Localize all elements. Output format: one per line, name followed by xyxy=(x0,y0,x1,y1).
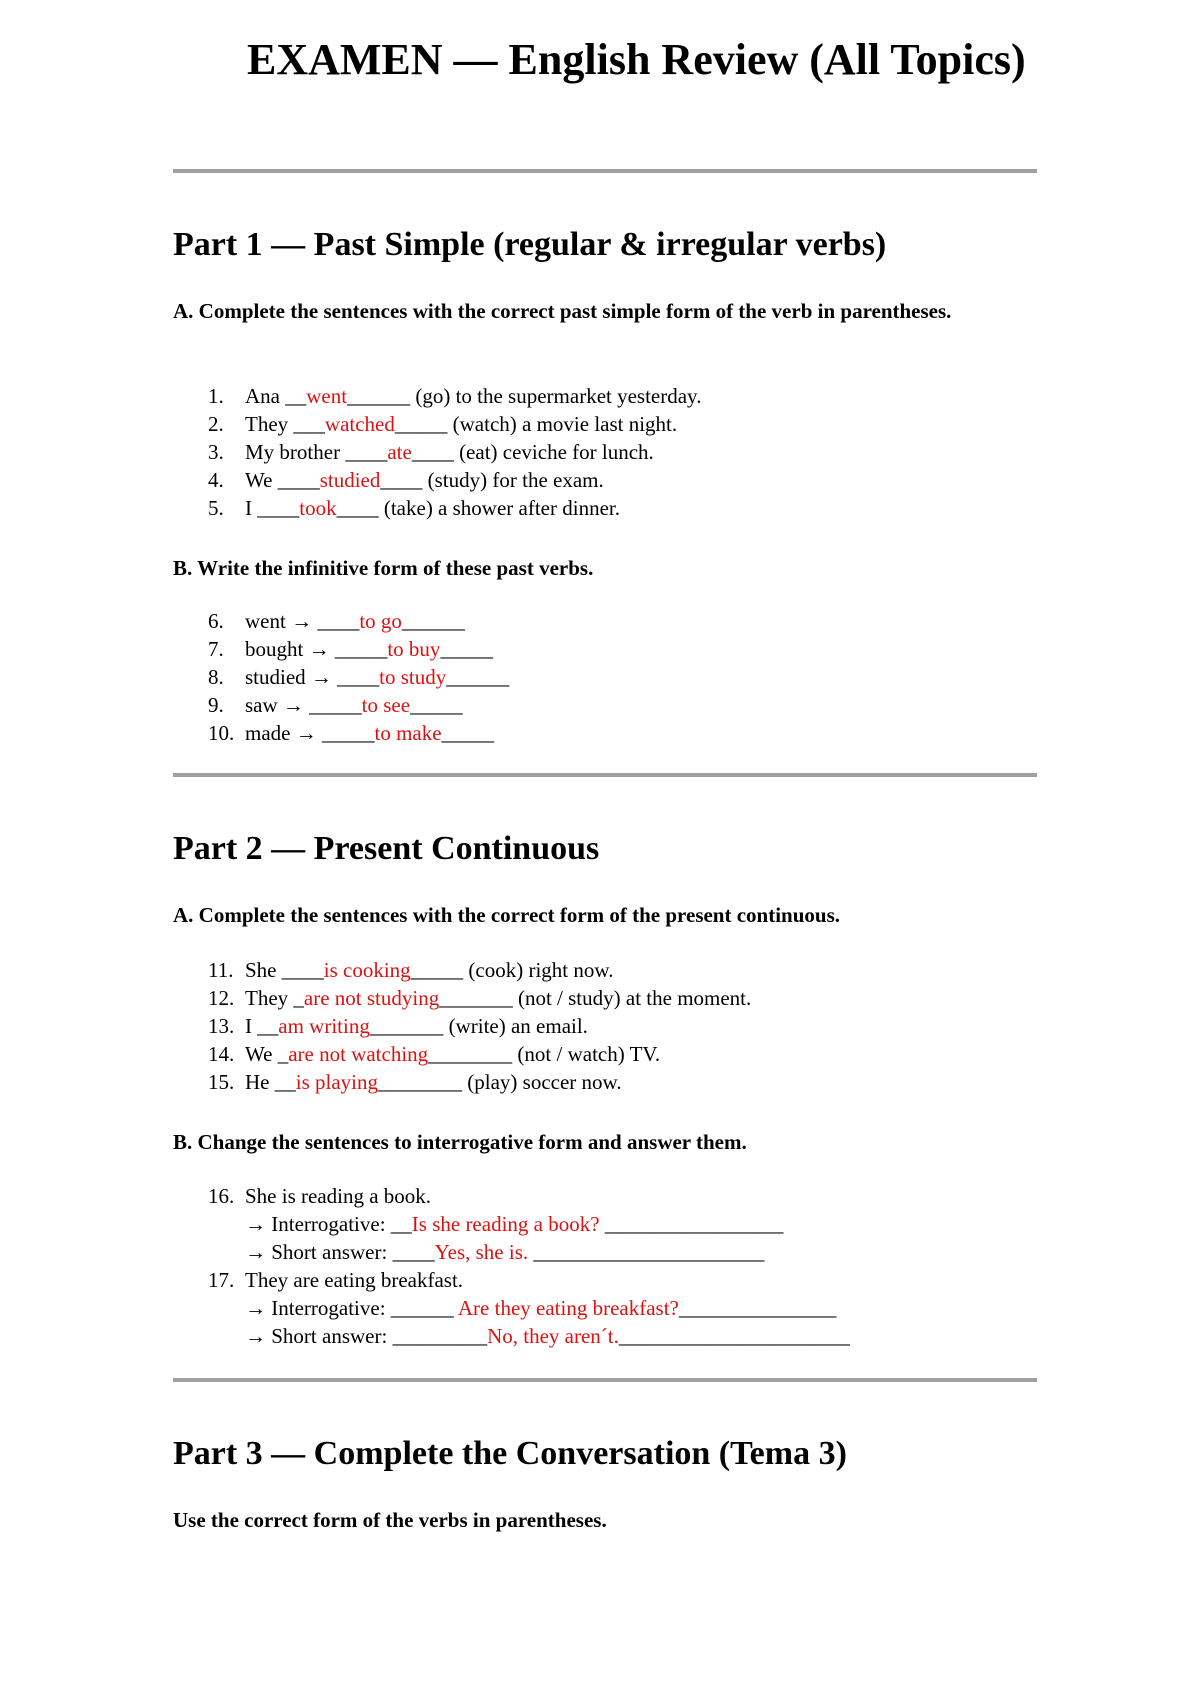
answer: watched xyxy=(324,412,395,436)
answer: am writing xyxy=(278,1014,370,1038)
answer: to go xyxy=(359,609,402,633)
list-item: 16. She is reading a book. → Interrogative: __Is she reading a book? _________________ → Short answer: ____Yes, she is. ______________________ xyxy=(173,1182,850,1266)
part2-b-list xyxy=(173,1182,850,1350)
answer: is playing xyxy=(295,1070,378,1094)
part2-a-instruction: A. Complete the sentences with the correct form of the present continuous. xyxy=(173,903,841,927)
answer: Is she reading a book? xyxy=(411,1212,600,1236)
divider xyxy=(173,1378,1037,1382)
answer: to buy xyxy=(387,637,441,661)
list-item: 6. went → ____to go______ xyxy=(208,609,465,633)
interrogative-line: → Interrogative: ______ Are they eating breakfast?_______________ xyxy=(245,1296,837,1320)
list-item: 15. He __is playing________ (play) soccer now. xyxy=(208,1070,622,1094)
answer: Yes, she is. xyxy=(434,1240,529,1264)
part2-b-instruction: B. Change the sentences to interrogative form and answer them. xyxy=(173,1130,747,1154)
answer: No, they aren´t. xyxy=(487,1324,619,1348)
part1-a-instruction: A. Complete the sentences with the correct past simple form of the verb in parentheses. xyxy=(173,299,952,323)
page-title: EXAMEN — English Review (All Topics) xyxy=(247,35,1026,84)
list-item: 2. They ___watched_____ (watch) a movie last night. xyxy=(208,412,678,436)
interrogative-line: → Interrogative: __Is she reading a book? _________________ xyxy=(245,1212,784,1236)
list-item: 8. studied → ____to study______ xyxy=(208,665,510,689)
list-item: 14. We _are not watching________ (not / watch) TV. xyxy=(208,1042,661,1066)
answer: to make xyxy=(374,721,442,745)
list-item: 4. We ____studied____ (study) for the exam. xyxy=(208,468,604,492)
list-item: 3. My brother ____ate____ (eat) ceviche for lunch. xyxy=(208,440,654,464)
list-item: 5. I ____took____ (take) a shower after dinner. xyxy=(208,496,620,520)
part2-heading: Part 2 — Present Continuous xyxy=(173,830,600,867)
part3-heading: Part 3 — Complete the Conversation (Tema 3) xyxy=(173,1435,847,1472)
part1-b-instruction: B. Write the infinitive form of these past verbs. xyxy=(173,556,594,580)
part1-a-list xyxy=(173,382,701,522)
list-item: 12. They _are not studying_______ (not / study) at the moment. xyxy=(208,986,752,1010)
answer: studied xyxy=(319,468,381,492)
divider xyxy=(173,773,1037,777)
part2-a-list xyxy=(173,956,751,1096)
answer: are not studying xyxy=(303,986,440,1010)
list-item: 1. Ana __went______ (go) to the supermarket yesterday. xyxy=(208,384,702,408)
list-item: 10. made → _____to make_____ xyxy=(208,721,495,745)
answer: are not watching xyxy=(288,1042,429,1066)
part1-b-list xyxy=(173,607,509,747)
answer: took xyxy=(299,496,337,520)
answer: is cooking xyxy=(323,958,411,982)
list-item: 9. saw → _____to see_____ xyxy=(208,693,463,717)
answer: to see xyxy=(361,693,411,717)
answer: to study xyxy=(379,665,447,689)
list-item: 13. I __am writing_______ (write) an email. xyxy=(208,1014,588,1038)
list-item: 7. bought → _____to buy_____ xyxy=(208,637,493,661)
divider xyxy=(173,169,1037,173)
short-answer-line: → Short answer: ____Yes, she is. ______________________ xyxy=(245,1240,765,1264)
list-item: 11. She ____is cooking_____ (cook) right now. xyxy=(208,958,614,982)
part3-instruction: Use the correct form of the verbs in parentheses. xyxy=(173,1508,607,1532)
short-answer-line: → Short answer: _________No, they aren´t.______________________ xyxy=(245,1324,850,1348)
list-item: 17. They are eating breakfast. → Interrogative: ______ Are they eating breakfast?_______________ → Short answer: _________No, they aren´t.______________________ xyxy=(208,1268,850,1348)
answer: ate xyxy=(387,440,412,464)
part1-heading: Part 1 — Past Simple (regular & irregular verbs) xyxy=(173,226,887,263)
answer: Are they eating breakfast? xyxy=(457,1296,679,1320)
answer: went xyxy=(306,384,348,408)
